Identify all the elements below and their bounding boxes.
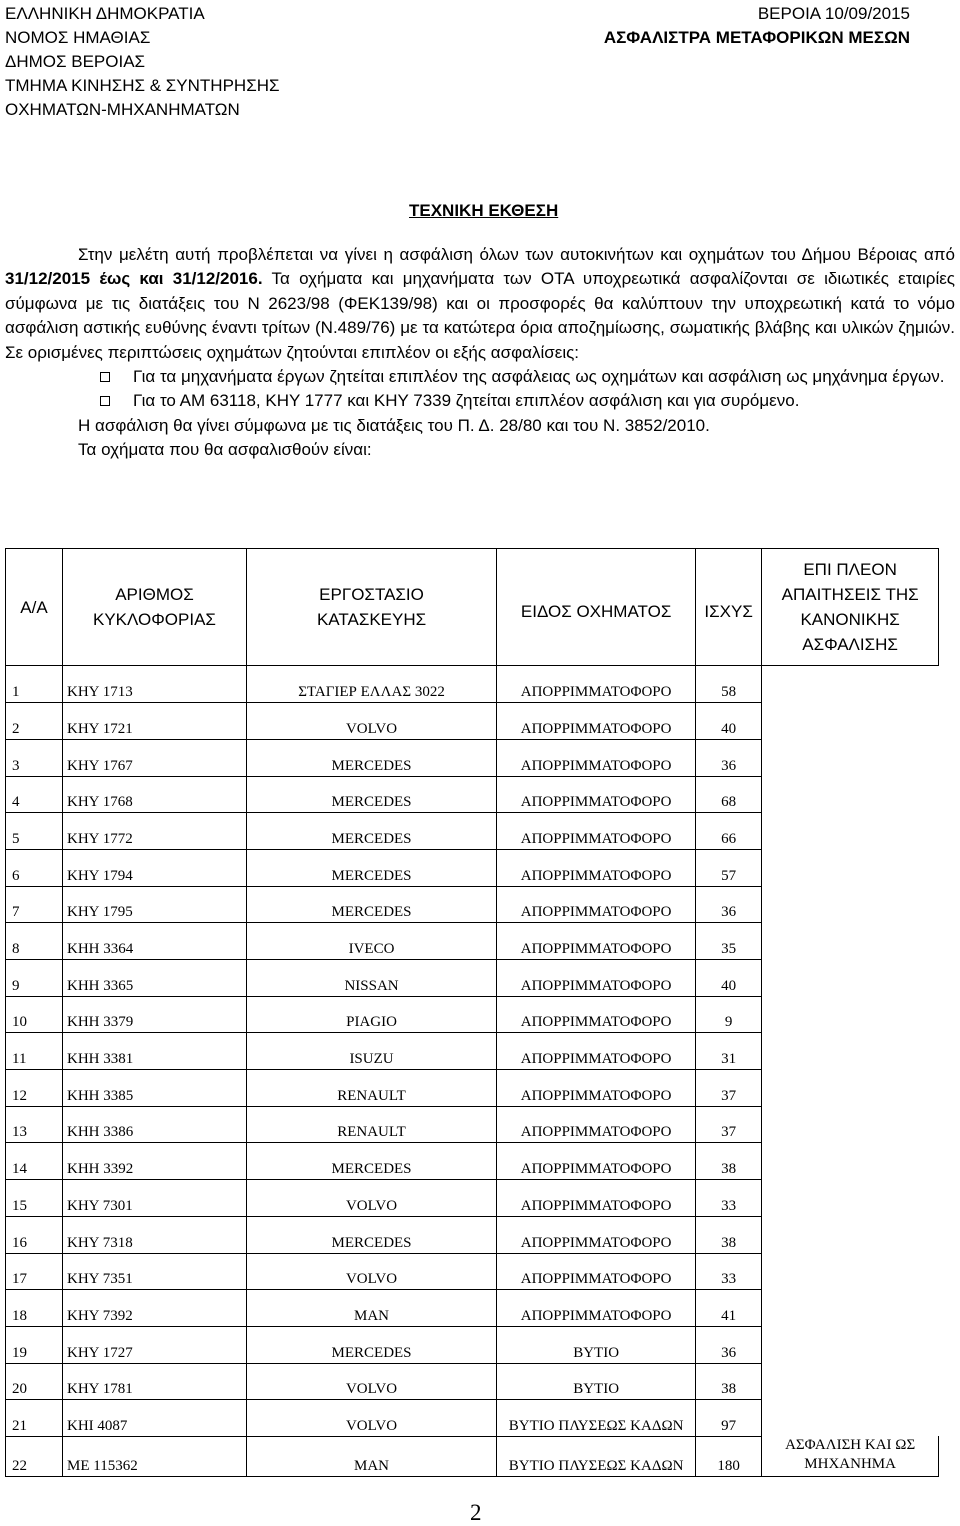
cell-hp: 38	[696, 1363, 762, 1400]
table-row	[6, 1216, 939, 1253]
cell-aa: 21	[6, 1400, 63, 1437]
cell-extra	[762, 1290, 939, 1327]
cell-extra	[762, 996, 939, 1033]
vehicles-table	[5, 548, 939, 1477]
cell-aa: 11	[6, 1033, 63, 1070]
page-number: 2	[470, 1500, 482, 1525]
cell-maker: RENAULT	[246, 1106, 496, 1143]
cell-hp: 38	[696, 1216, 762, 1253]
cell-hp: 97	[696, 1400, 762, 1437]
cell-maker: MERCEDES	[246, 739, 496, 776]
table-row	[6, 1070, 939, 1107]
cell-maker: PIAGIO	[246, 996, 496, 1033]
cell-maker: IVECO	[246, 923, 496, 960]
document-body	[5, 243, 955, 463]
cell-type: ΒΥΤΙΟ ΠΛΥΣΕΩΣ ΚΑΔΩΝ	[497, 1436, 696, 1477]
cell-plate: ΚΗΥ 1721	[63, 703, 247, 740]
cell-hp: 66	[696, 813, 762, 850]
table-row	[6, 666, 939, 703]
cell-aa: 18	[6, 1290, 63, 1327]
header-plate: ΑΡΙΘΜΟΣ ΚΥΚΛΟΦΟΡΙΑΣ	[63, 549, 247, 666]
checkbox-bullet-icon	[100, 372, 110, 382]
cell-type: ΑΠΟΡΡΙΜΜΑΤΟΦΟΡΟ	[497, 1143, 696, 1180]
cell-aa: 3	[6, 739, 63, 776]
cell-extra: ΑΣΦΑΛΙΣΗ ΚΑΙ ΩΣ ΜΗΧΑΝΗΜΑ	[762, 1436, 939, 1477]
cell-hp: 36	[696, 1326, 762, 1363]
cell-extra	[762, 886, 939, 923]
checkbox-bullet-icon	[100, 396, 110, 406]
cell-hp: 9	[696, 996, 762, 1033]
cell-hp: 41	[696, 1290, 762, 1327]
cell-plate: ΚΗΥ 1768	[63, 776, 247, 813]
cell-aa: 20	[6, 1363, 63, 1400]
cell-maker: VOLVO	[246, 1180, 496, 1217]
table-row	[6, 1106, 939, 1143]
cell-maker: MERCEDES	[246, 776, 496, 813]
cell-extra	[762, 923, 939, 960]
cell-maker: MERCEDES	[246, 813, 496, 850]
cell-extra	[762, 739, 939, 776]
cell-plate: ΚΗΗ 3365	[63, 960, 247, 997]
cell-type: ΑΠΟΡΡΙΜΜΑΤΟΦΟΡΟ	[497, 960, 696, 997]
table-row	[6, 886, 939, 923]
cell-plate: ΚΗΥ 7301	[63, 1180, 247, 1217]
cell-hp: 58	[696, 666, 762, 703]
cell-extra	[762, 1363, 939, 1400]
cell-plate: ΚΗΥ 1772	[63, 813, 247, 850]
header-type: ΕΙΔΟΣ ΟΧΗΜΑΤΟΣ	[497, 549, 696, 666]
cell-type: ΑΠΟΡΡΙΜΜΑΤΟΦΟΡΟ	[497, 1290, 696, 1327]
cell-hp: 38	[696, 1143, 762, 1180]
cell-extra	[762, 960, 939, 997]
table-row	[6, 849, 939, 886]
table-row	[6, 1326, 939, 1363]
cell-hp: 40	[696, 703, 762, 740]
cell-type: ΑΠΟΡΡΙΜΜΑΤΟΦΟΡΟ	[497, 1180, 696, 1217]
cell-aa: 16	[6, 1216, 63, 1253]
table-row	[6, 1400, 939, 1437]
table-row	[6, 1033, 939, 1070]
table-row	[6, 776, 939, 813]
cell-maker: MAN	[246, 1436, 496, 1477]
cell-aa: 13	[6, 1106, 63, 1143]
cell-extra	[762, 776, 939, 813]
date-subject-block	[604, 2, 910, 50]
cell-extra	[762, 813, 939, 850]
cell-extra	[762, 1180, 939, 1217]
cell-maker: VOLVO	[246, 1363, 496, 1400]
extra-insurance-list	[5, 365, 955, 414]
cell-extra	[762, 666, 939, 703]
table-row	[6, 1290, 939, 1327]
cell-plate: ΚΗΗ 3385	[63, 1070, 247, 1107]
cell-type: ΑΠΟΡΡΙΜΜΑΤΟΦΟΡΟ	[497, 1216, 696, 1253]
cell-plate: ΚΗΗ 3392	[63, 1143, 247, 1180]
cell-aa: 1	[6, 666, 63, 703]
cell-hp: 180	[696, 1436, 762, 1477]
list-item-text: Για τα μηχανήματα έργων ζητείται επιπλέον της ασφάλειας ως οχημάτων και ασφάλιση ως μηχάνημα έργων.	[133, 367, 945, 387]
table-row	[6, 1143, 939, 1180]
cell-hp: 37	[696, 1106, 762, 1143]
cell-extra	[762, 1106, 939, 1143]
cell-hp: 57	[696, 849, 762, 886]
cell-maker: ISUZU	[246, 1033, 496, 1070]
cell-type: ΑΠΟΡΡΙΜΜΑΤΟΦΟΡΟ	[497, 1253, 696, 1290]
cell-type: ΑΠΟΡΡΙΜΜΑΤΟΦΟΡΟ	[497, 703, 696, 740]
cell-aa: 10	[6, 996, 63, 1033]
cell-plate: ΜΕ 115362	[63, 1436, 247, 1477]
cell-aa: 17	[6, 1253, 63, 1290]
cell-plate: ΚΗΥ 1727	[63, 1326, 247, 1363]
issuer-line: ΟΧΗΜΑΤΩΝ-ΜΗΧΑΝΗΜΑΤΩΝ	[5, 100, 240, 119]
cell-hp: 40	[696, 960, 762, 997]
cell-plate: ΚΗΥ 1767	[63, 739, 247, 776]
cell-maker: NISSAN	[246, 960, 496, 997]
cell-plate: ΚΗΥ 7351	[63, 1253, 247, 1290]
table-row	[6, 1363, 939, 1400]
intro-paragraph	[5, 243, 955, 365]
cell-hp: 31	[696, 1033, 762, 1070]
document-date: ΒΕΡΟΙΑ 10/09/2015	[757, 4, 910, 23]
cell-extra	[762, 1033, 939, 1070]
cell-aa: 8	[6, 923, 63, 960]
header-aa: Α/Α	[6, 549, 63, 666]
cell-aa: 9	[6, 960, 63, 997]
cell-maker: VOLVO	[246, 703, 496, 740]
cell-type: ΑΠΟΡΡΙΜΜΑΤΟΦΟΡΟ	[497, 813, 696, 850]
cell-maker: MERCEDES	[246, 1143, 496, 1180]
cell-maker: MERCEDES	[246, 886, 496, 923]
cell-aa: 5	[6, 813, 63, 850]
cell-maker: MERCEDES	[246, 1326, 496, 1363]
cell-aa: 12	[6, 1070, 63, 1107]
cell-hp: 35	[696, 923, 762, 960]
cell-type: ΒΥΤΙΟ ΠΛΥΣΕΩΣ ΚΑΔΩΝ	[497, 1400, 696, 1437]
table-row	[6, 996, 939, 1033]
header-extra: ΕΠΙ ΠΛΕΟΝ ΑΠΑΙΤΗΣΕΙΣ ΤΗΣ ΚΑΝΟΝΙΚΗΣ ΑΣΦΑΛΙΣΗΣ	[762, 549, 939, 666]
cell-aa: 14	[6, 1143, 63, 1180]
cell-extra	[762, 703, 939, 740]
list-item	[5, 365, 955, 389]
cell-extra	[762, 1326, 939, 1363]
cell-type: ΑΠΟΡΡΙΜΜΑΤΟΦΟΡΟ	[497, 1033, 696, 1070]
cell-plate: ΚΗΗ 3381	[63, 1033, 247, 1070]
cell-type: ΑΠΟΡΡΙΜΜΑΤΟΦΟΡΟ	[497, 776, 696, 813]
header-maker: ΕΡΓΟΣΤΑΣΙΟ ΚΑΤΑΣΚΕΥΗΣ	[246, 549, 496, 666]
cell-type: ΑΠΟΡΡΙΜΜΑΤΟΦΟΡΟ	[497, 886, 696, 923]
cell-aa: 22	[6, 1436, 63, 1477]
issuer-line: ΔΗΜΟΣ ΒΕΡΟΙΑΣ	[5, 52, 146, 71]
cell-hp: 33	[696, 1180, 762, 1217]
cell-plate: ΚΗΗ 3386	[63, 1106, 247, 1143]
cell-type: ΑΠΟΡΡΙΜΜΑΤΟΦΟΡΟ	[497, 739, 696, 776]
cell-hp: 36	[696, 886, 762, 923]
cell-maker: RENAULT	[246, 1070, 496, 1107]
cell-plate: ΚΗΥ 1795	[63, 886, 247, 923]
cell-hp: 68	[696, 776, 762, 813]
cell-aa: 6	[6, 849, 63, 886]
cell-type: ΑΠΟΡΡΙΜΜΑΤΟΦΟΡΟ	[497, 923, 696, 960]
table-row	[6, 1180, 939, 1217]
header-hp: ΙΣΧΥΣ	[696, 549, 762, 666]
issuer-line: ΝΟΜΟΣ ΗΜΑΘΙΑΣ	[5, 28, 151, 47]
cell-aa: 7	[6, 886, 63, 923]
cell-type: ΑΠΟΡΡΙΜΜΑΤΟΦΟΡΟ	[497, 996, 696, 1033]
cell-type: ΑΠΟΡΡΙΜΜΑΤΟΦΟΡΟ	[497, 849, 696, 886]
cell-extra	[762, 1143, 939, 1180]
table-row	[6, 813, 939, 850]
cell-aa: 15	[6, 1180, 63, 1217]
table-row	[6, 703, 939, 740]
cell-maker: MERCEDES	[246, 849, 496, 886]
cell-extra	[762, 1253, 939, 1290]
cell-type: ΒΥΤΙΟ	[497, 1326, 696, 1363]
cell-plate: ΚΗΥ 7318	[63, 1216, 247, 1253]
list-item	[5, 389, 955, 413]
legal-basis-line: Η ασφάλιση θα γίνει σύμφωνα με τις διατάξεις του Π. Δ. 28/80 και του Ν. 3852/2010.	[78, 415, 710, 435]
issuer-line: ΕΛΛΗΝΙΚΗ ΔΗΜΟΚΡΑΤΙΑ	[5, 4, 205, 23]
document-subject: ΑΣΦΑΛΙΣΤΡΑ ΜΕΤΑΦΟΡΙΚΩΝ ΜΕΣΩΝ	[603, 28, 910, 47]
cell-extra	[762, 1400, 939, 1437]
cell-plate: ΚΗΥ 1781	[63, 1363, 247, 1400]
cell-hp: 36	[696, 739, 762, 776]
cell-type: ΑΠΟΡΡΙΜΜΑΤΟΦΟΡΟ	[497, 1106, 696, 1143]
cell-plate: ΚΗΗ 3379	[63, 996, 247, 1033]
cell-maker: VOLVO	[246, 1400, 496, 1437]
document-title: ΤΕΧΝΙΚΗ ΕΚΘΕΣΗ	[409, 201, 559, 220]
table-row	[6, 1436, 939, 1477]
cell-plate: ΚΗΥ 1713	[63, 666, 247, 703]
list-item-text: Για το ΑΜ 63118, ΚΗΥ 1777 και ΚΗΥ 7339 ζητείται επιπλέον ασφάλιση και για συρόμενο.	[133, 391, 800, 411]
table-row	[6, 960, 939, 997]
issuer-block	[5, 2, 280, 122]
cell-plate: ΚΗΙ 4087	[63, 1400, 247, 1437]
table-header-row	[6, 549, 939, 666]
insurance-period: 31/12/2015 έως και 31/12/2016.	[5, 269, 263, 289]
cell-plate: ΚΗΥ 1794	[63, 849, 247, 886]
cell-type: ΒΥΤΙΟ	[497, 1363, 696, 1400]
cell-maker: ΣΤΑΓΙΕΡ ΕΛΛΑΣ 3022	[246, 666, 496, 703]
cell-type: ΑΠΟΡΡΙΜΜΑΤΟΦΟΡΟ	[497, 666, 696, 703]
intro-rest: Τα οχήματα και μηχανήματα των ΟΤΑ υποχρεωτικά ασφαλίζονται σε ιδιωτικές εταιρίες σύμφωνα με τις διατάξεις του Ν 2623/98 (ΦΕΚ139/98) και οι προσφορές θα καλύπτουν την υποχρεωτική κατά το νόμο ασφάλιση αστικής ευθύνης έναντι τρίτων (Ν.489/76) με τα κατώτερα όρια αποζημίωσης, σωματικής βλάβης και υλικών ζημιών. Σε ορισμένες περιπτώσεις οχημάτων ζητούνται επιπλέον οι εξής ασφαλίσεις:	[5, 269, 955, 362]
cell-type: ΑΠΟΡΡΙΜΜΑΤΟΦΟΡΟ	[497, 1070, 696, 1107]
cell-plate: ΚΗΥ 7392	[63, 1290, 247, 1327]
table-row	[6, 923, 939, 960]
cell-maker: VOLVO	[246, 1253, 496, 1290]
cell-hp: 33	[696, 1253, 762, 1290]
intro-start: Στην μελέτη αυτή προβλέπεται να γίνει η ασφάλιση όλων των αυτοκινήτων και οχημάτων του Δήμου Βέροιας από	[78, 245, 955, 264]
cell-aa: 2	[6, 703, 63, 740]
cell-extra	[762, 1070, 939, 1107]
issuer-line: ΤΜΗΜΑ ΚΙΝΗΣΗΣ & ΣΥΝΤΗΡΗΣΗΣ	[5, 76, 280, 95]
cell-extra	[762, 849, 939, 886]
table-intro-line: Τα οχήματα που θα ασφαλισθούν είναι:	[78, 440, 372, 460]
cell-aa: 19	[6, 1326, 63, 1363]
table-row	[6, 1253, 939, 1290]
cell-maker: MAN	[246, 1290, 496, 1327]
cell-extra	[762, 1216, 939, 1253]
cell-plate: ΚΗΗ 3364	[63, 923, 247, 960]
table-row	[6, 739, 939, 776]
cell-maker: MERCEDES	[246, 1216, 496, 1253]
cell-hp: 37	[696, 1070, 762, 1107]
cell-aa: 4	[6, 776, 63, 813]
